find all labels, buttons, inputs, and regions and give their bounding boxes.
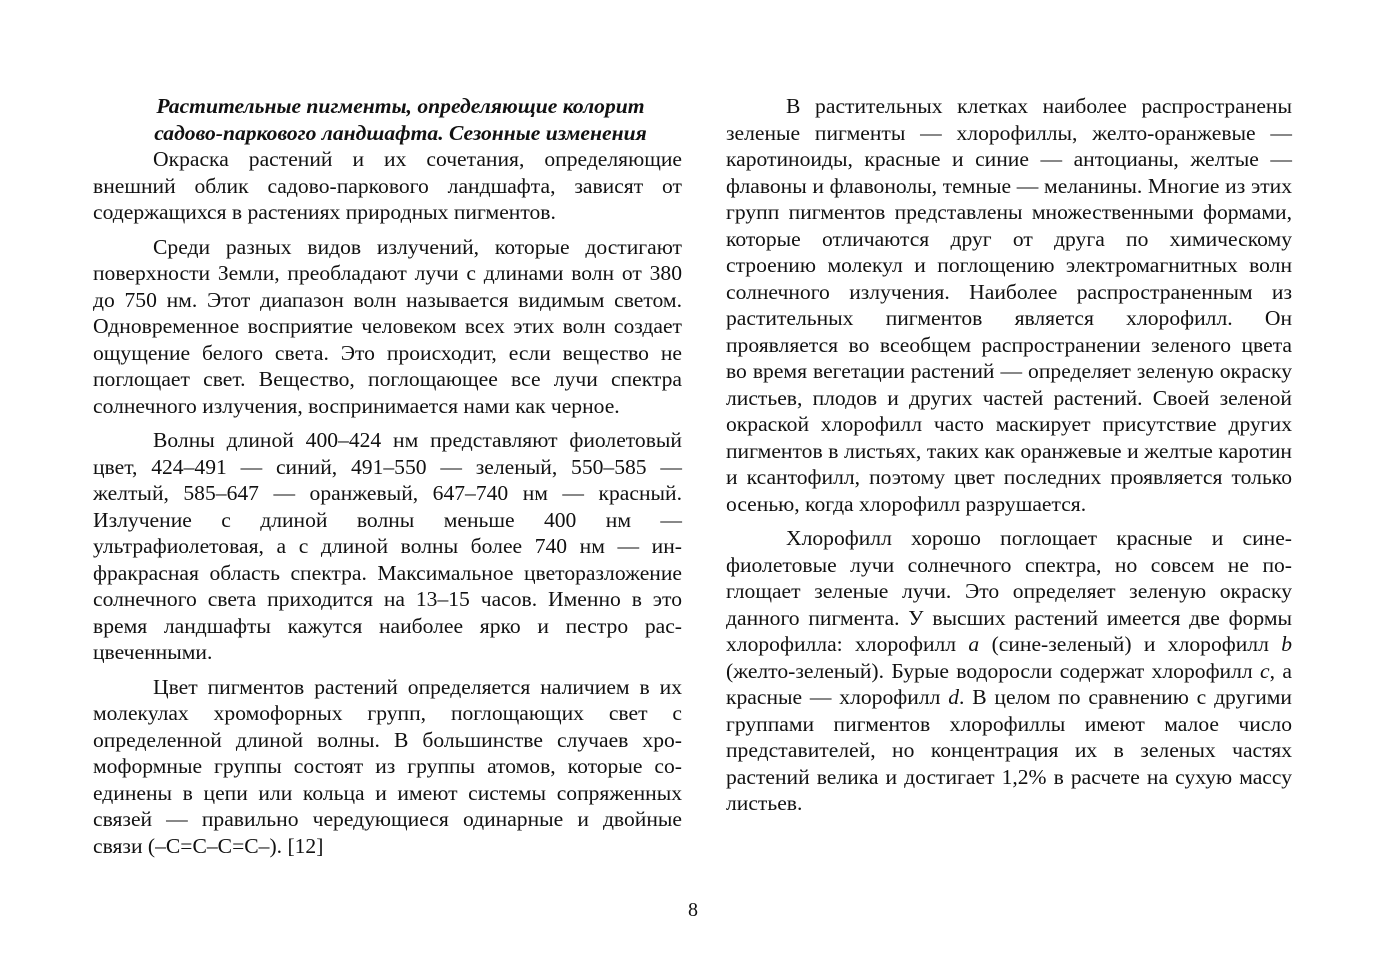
chlorophyll-d-letter: d	[948, 685, 959, 709]
section-heading-line-2: садово-паркового ландшафта. Сезонные изменения	[154, 120, 647, 145]
left-paragraph-3: Волны длиной 400–424 нм представляют фиолетовый цвет, 424–491 — синий, 491–550 — зеленый, 550–585 — желтый, 585–647 — оранжевый, 647–740 нм — красный. Излучение с длиной волны меньше 400 нм — ультрафиолетовая, а с длиной волны более 740 нм — инфракрасная область спектра. Максимальное цветоразложение солнечного света приходится на 13–15 часов. Именно в это время ландшафты кажутся наиболее ярко и пестро расцвеченными.	[93, 428, 682, 664]
right-paragraph-2-text-2: (сине-зеленый) и хлорофилл	[979, 632, 1282, 656]
section-heading-line-1: Растительные пигменты, определяющие колорит	[156, 94, 645, 118]
left-paragraph-1: Окраска растений и их сочетания, определяющие внешний облик садово-паркового ландшафта, зависят от содержащихся в растениях природных пигментов.	[93, 147, 682, 224]
right-column	[726, 93, 1292, 817]
section-heading	[93, 93, 682, 146]
right-paragraph-1: В растительных клетках наиболее распространены зеленые пигменты — хлорофиллы, желто-оранжевые — каротиноиды, красные и синие — антоцианы, желтые — флавоны и флавонолы, темные — меланины. Многие из этих групп пигментов представлены множественными формами, которые отличаются друг от друга по химическому строению молекул и поглощению электромагнитных волн солнечного излучения. Наиболее распространенным из растительных пигментов является хлорофилл. Он проявляется во всеобщем распространении зеленого цвета во время вегетации растений — определяет зеленую окраску листьев, плодов и других частей растений. Своей зеленой окраской хлорофилл часто маскирует присутствие других пигментов в листьях, таких как оранжевые и желтые каротин и ксантофилл, поэтому цвет последних проявляется только осенью, когда хлорофилл разрушается.	[726, 94, 1292, 516]
chlorophyll-a-letter: a	[968, 632, 980, 656]
right-paragraph-2	[726, 525, 1292, 817]
right-paragraph-2-text-4: , а красные — хлорофилл	[726, 658, 1292, 709]
page-number: 8	[688, 899, 698, 921]
right-paragraph-2-text-5: . В целом по сравнению с другими группами пигментов хлорофиллы имеют малое число представителей, но концентрация их в зеленых частях растений велика и достигает 1,2% в расчете на сухую массу листьев.	[726, 685, 1292, 815]
chlorophyll-b-letter: b	[1281, 632, 1292, 656]
right-paragraph-2-text-1: Хлорофилл хорошо поглощает красные и сине-фиолетовые лучи солнечного спектра, но совсем не поглощает зеленые лучи. Это определяет зеленую окраску данного пигмента. У высших растений имеется две формы хлорофилла: хлорофилл	[726, 526, 1292, 656]
right-paragraph-2-text-3: (желто-зеленый). Бурые водоросли содержат хлорофилл	[726, 658, 1261, 683]
left-paragraph-4: Цвет пигментов растений определяется наличием в их молекулах хромофорных групп, поглощающих свет с определенной длиной волны. В большинстве случаев хромоформные группы состоят из группы атомов, которые соединены в цепи или кольца и имеют системы сопряженных связей — правильно чередующиеся одинарные и двойные связи (–С=С–С=С–). [12]	[93, 674, 682, 858]
left-column	[93, 93, 682, 859]
left-paragraph-2: Среди разных видов излучений, которые достигают поверхности Земли, преобладают лучи с длинами волн от 380 до 750 нм. Этот диапазон волн называется видимым светом. Одновременное восприятие человеком всех этих волн создает ощущение белого света. Это происходит, если вещество не поглощает свет. Вещество, поглощающее все лучи спектра солнечного излучения, воспринимается нами как черное.	[93, 234, 682, 418]
chlorophyll-c-letter: c	[1260, 658, 1270, 683]
